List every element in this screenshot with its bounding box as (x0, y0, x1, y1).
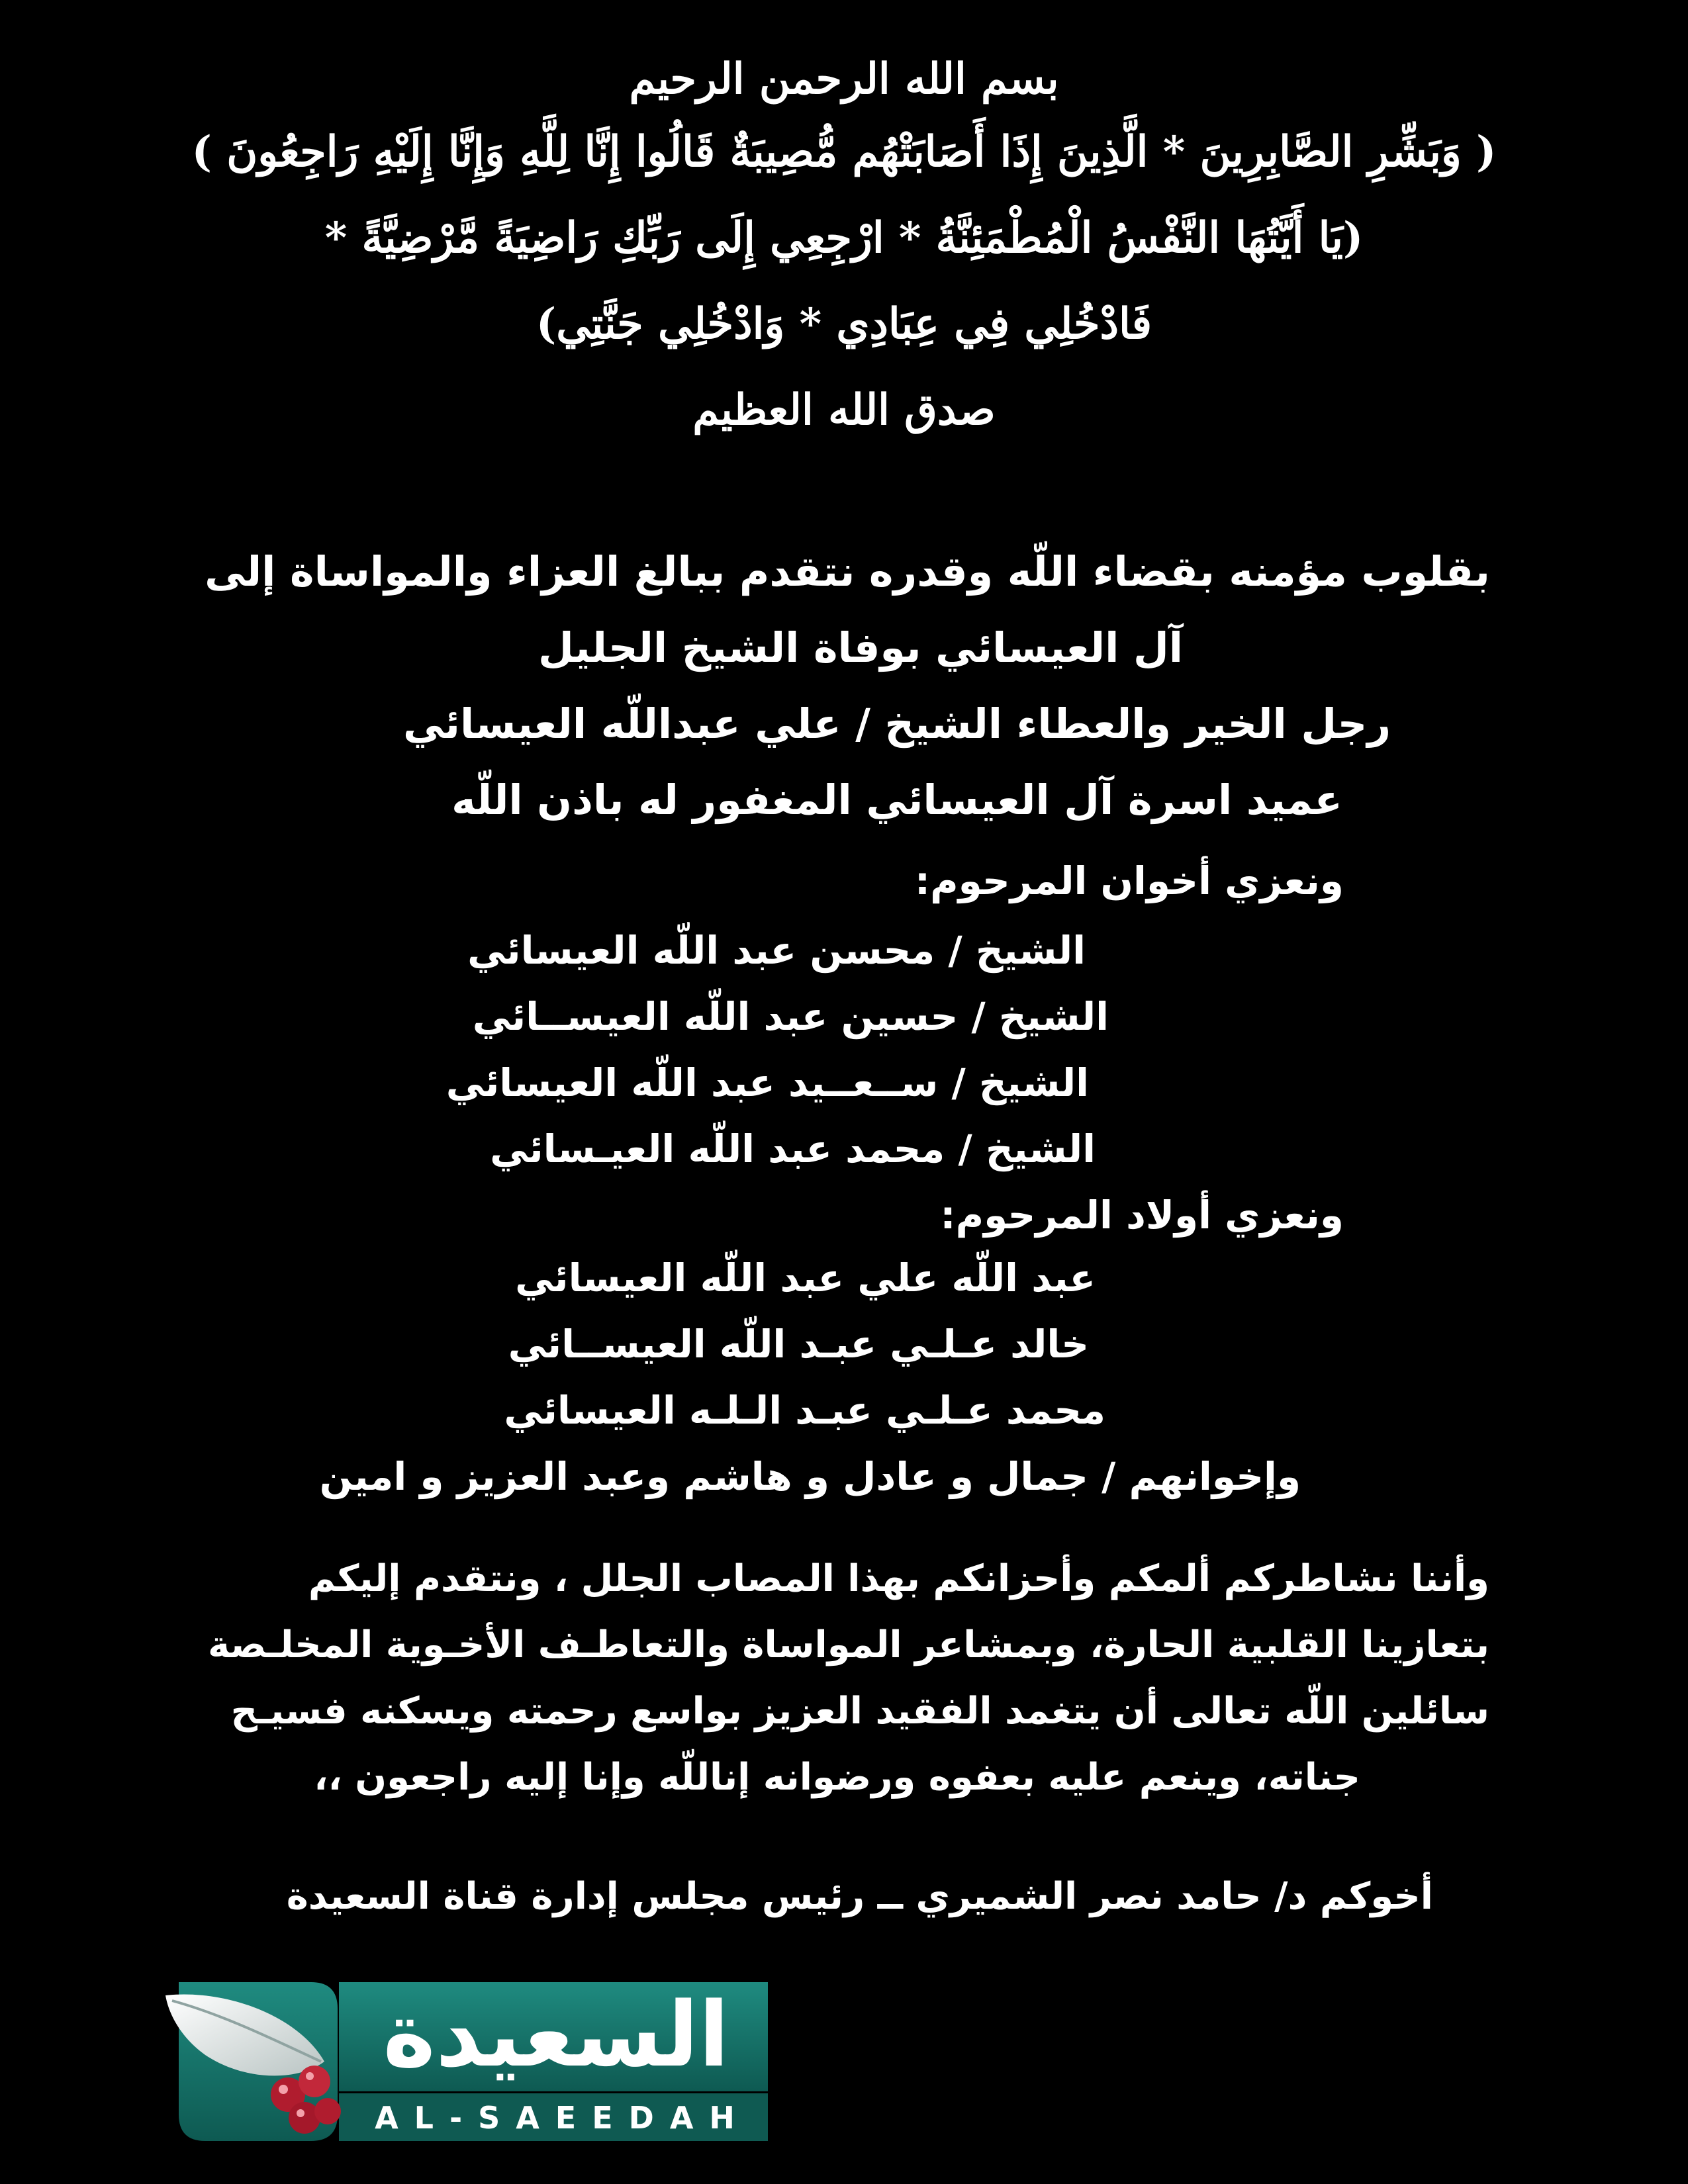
logo-arabic-text: السعيدة (383, 1983, 729, 2087)
condolence-line-2: بتعازينا القلبية الحارة، وبمشاعر المواساة والتعاطـف الأخـوية المخلـصة (208, 1623, 1489, 1666)
quran-verse-3: فَادْخُلِي فِي عِبَادِي * وَادْخُلِي جَنَّتِي) (536, 299, 1152, 349)
brother-item-1: الشيخ / محسن عبد اللّه العيسائي (467, 928, 1086, 973)
condolence-line-3: سائلين اللّه تعالى أن يتغمد الفقيد العزيز بواسع رحمته ويسكنه فسيـح (230, 1690, 1489, 1733)
quran-verse-2: (يَا أَيَّتُهَا النَّفْسُ الْمُطْمَئِنَّةُ * ارْجِعِي إِلَى رَبِّكِ رَاضِيَةً مَّرْضِيَّةً * (324, 213, 1364, 263)
al-saeedah-logo (165, 1982, 768, 2144)
son-item-1: عبد اللّه علي عبد اللّه العيسائي (515, 1255, 1096, 1300)
quran-closing: صدق الله العظيم (692, 385, 996, 435)
basmala: بسم الله الرحمن الرحيم (629, 54, 1059, 104)
logo-latin-text: AL-SAEEDAH (375, 2100, 751, 2136)
condolence-line-1: وأننا نشاطركم ألمكم وأحزانكم بهذا المصاب الجلل ، ونتقدم إليكم (308, 1557, 1489, 1600)
sons-heading: ونعزي أولاد المرحوم: (940, 1193, 1344, 1238)
brother-item-3: الشيخ / ســعــيد عبد اللّه العيسائي (445, 1060, 1089, 1105)
condolence-line-4: جناته، وينعم عليه بعفوه ورضوانه إناللّه وإنا إليه راجعون ،، (314, 1756, 1360, 1799)
intro-line-2: آل العيسائي بوفاة الشيخ الجليل (538, 623, 1184, 672)
intro-line-4: عميد اسرة آل العيسائي المغفور له باذن اللّه (451, 776, 1342, 824)
quran-verse-1: ( وَبَشِّرِ الصَّابِرِينَ * الَّذِينَ إِذَا أَصَابَتْهُم مُّصِيبَةٌ قَالُوا إِنَّا لِلَّهِ وَإِنَّا إِلَيْهِ رَاجِعُونَ ) (191, 127, 1497, 177)
son-brothers: وإخوانهم / جمال و عادل و هاشم وعبد العزيز و امين (319, 1454, 1301, 1499)
brother-item-2: الشيخ / حسين عبد اللّه العيســائي (472, 994, 1109, 1039)
signature: أخوكم د/ حامد نصر الشميري ــ رئيس مجلس إدارة قناة السعيدة (286, 1875, 1433, 1918)
intro-line-1: بقلوب مؤمنه بقضاء اللّه وقدره نتقدم ببالغ العزاء والمواساة إلى (205, 547, 1490, 596)
brothers-heading: ونعزي أخوان المرحوم: (914, 858, 1344, 903)
intro-line-3: رجل الخير والعطاء الشيخ / علي عبداللّه العيسائي (402, 700, 1391, 748)
son-item-2: خالد عـلـي عبـد اللّه العيســائي (508, 1322, 1089, 1367)
berry-icon (299, 2066, 330, 2097)
brother-item-4: الشيخ / محمد عبد اللّه العيـسائي (490, 1126, 1096, 1171)
berry-icon (314, 2098, 341, 2124)
son-item-3: محمد عـلـي عبـد الـلـه العيسائي (504, 1388, 1105, 1433)
